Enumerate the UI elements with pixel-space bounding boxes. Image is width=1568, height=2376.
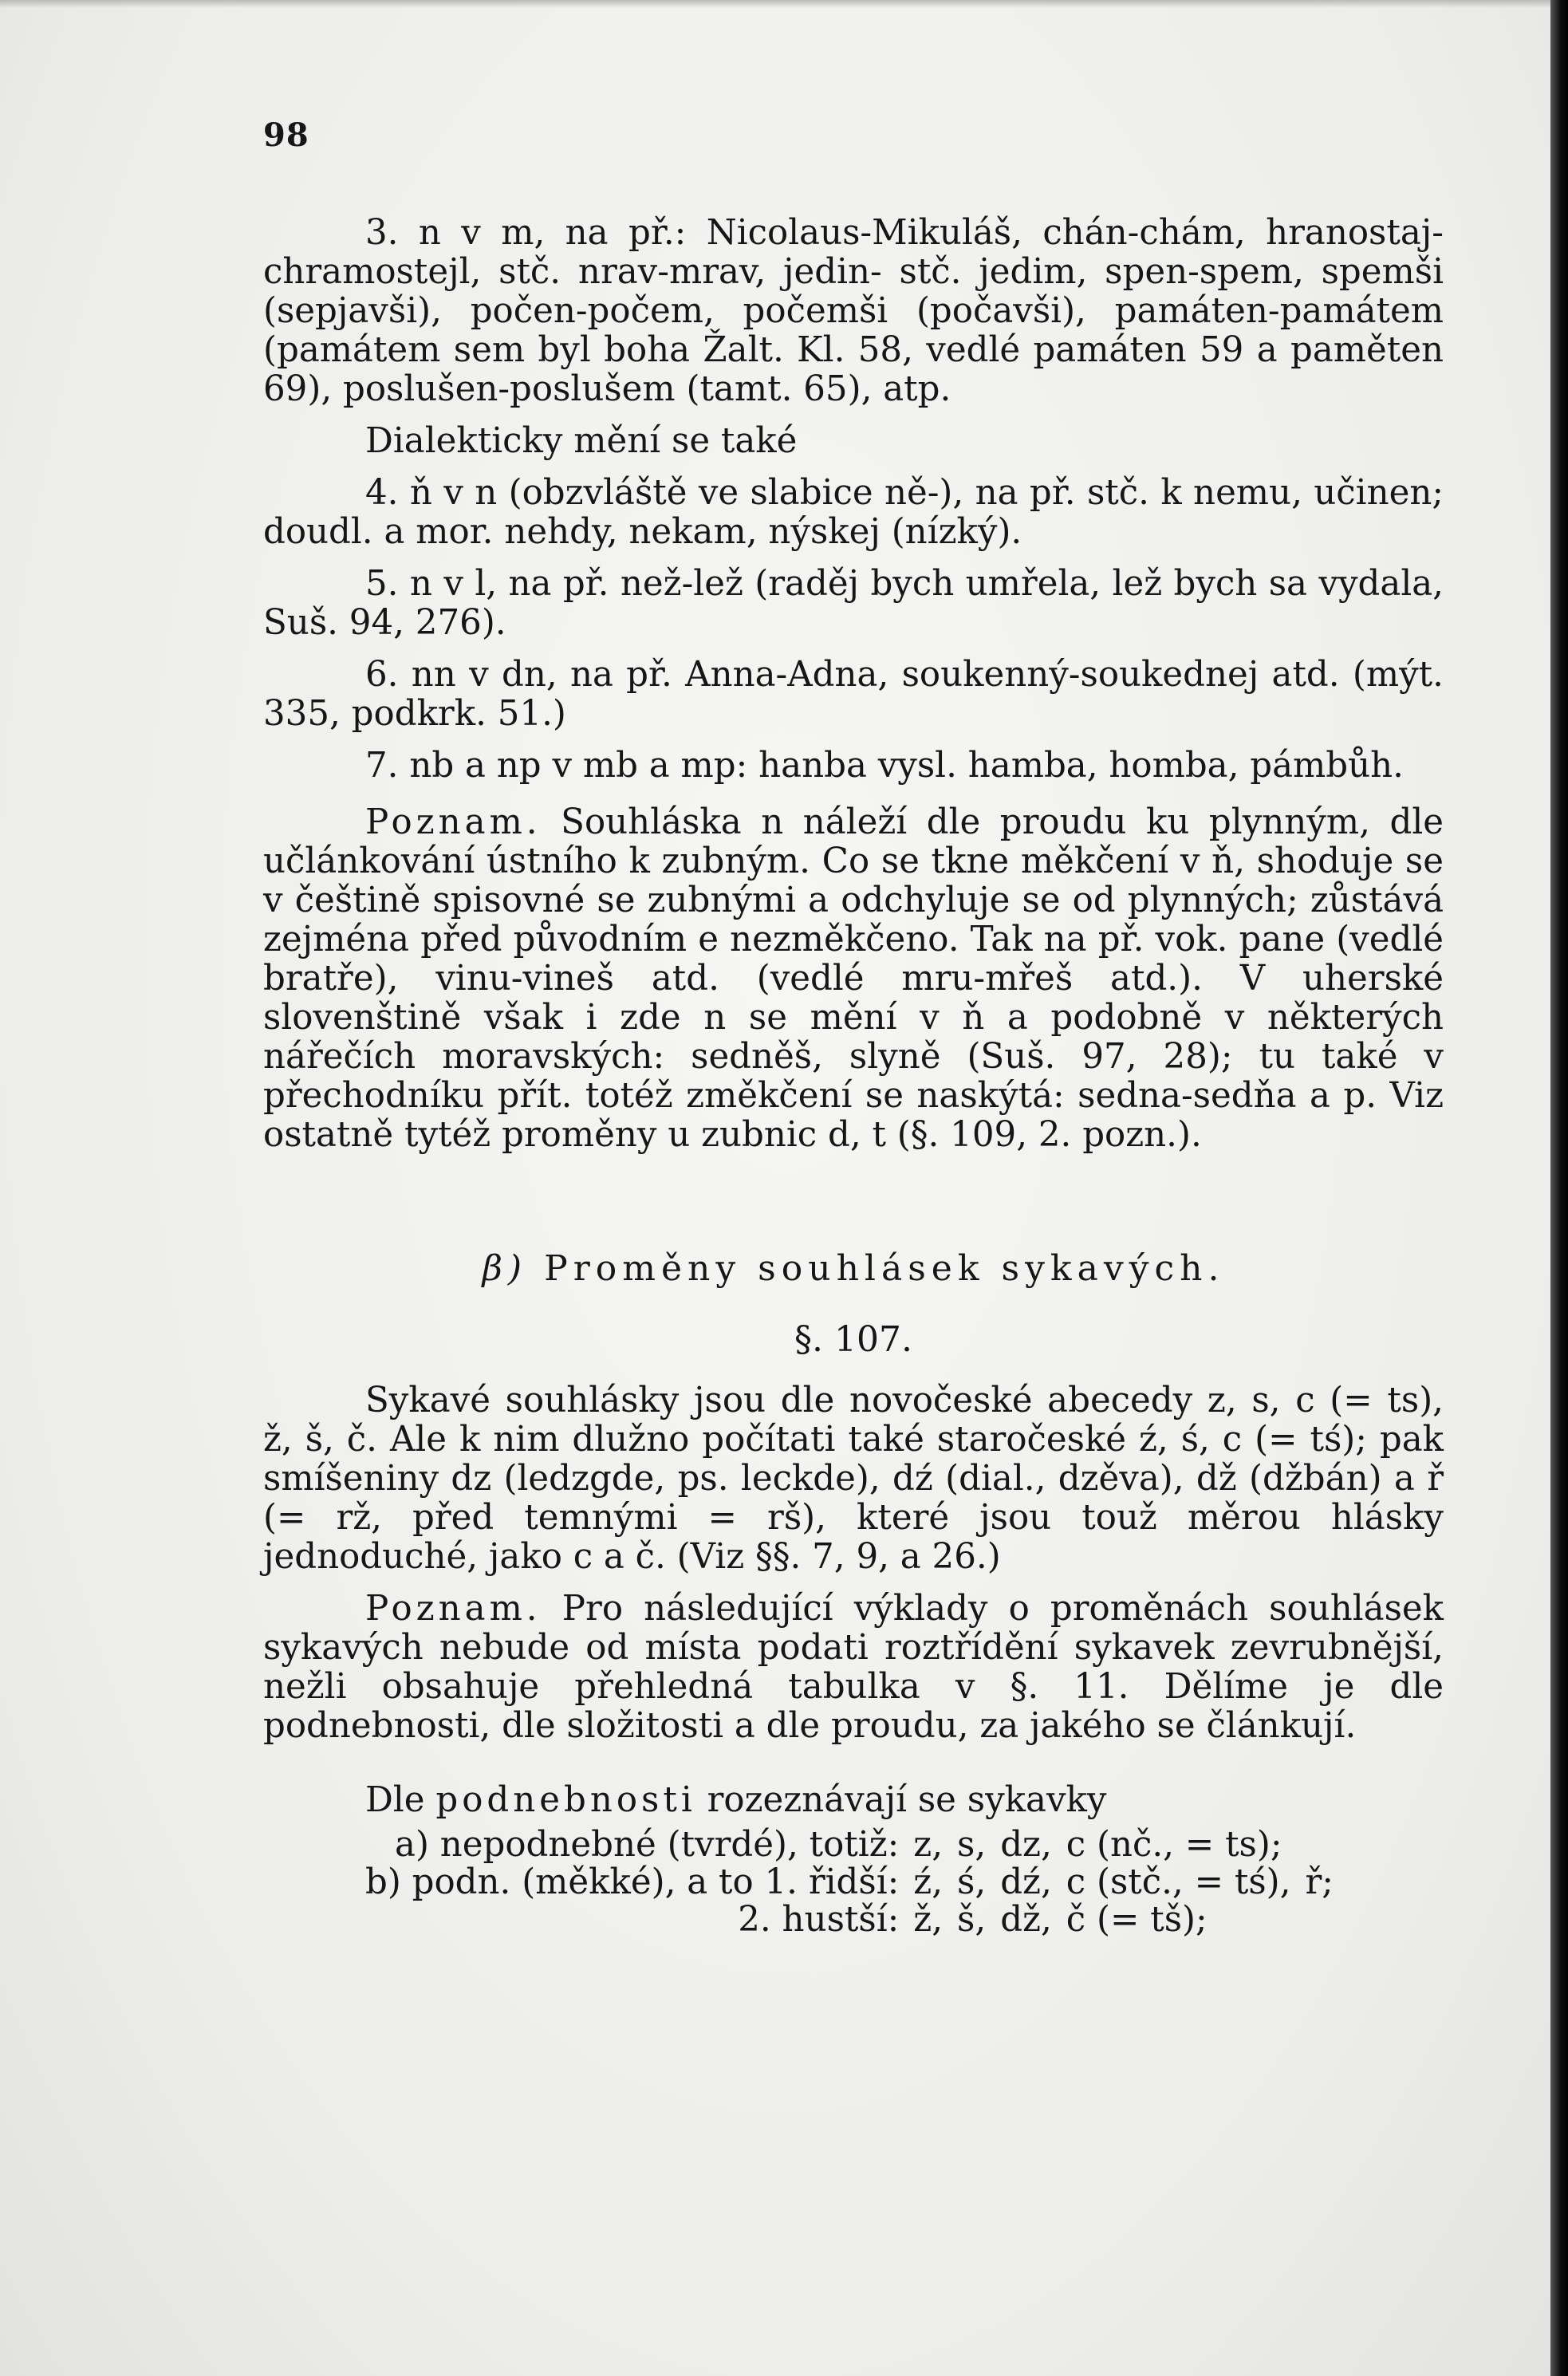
- section-spacer: [263, 1155, 1444, 1249]
- palatality-intro: Dle podnebnosti rozeznávají se sykavky: [365, 1780, 1107, 1820]
- page-number: 98: [263, 116, 309, 154]
- table-row: [365, 1826, 1348, 1864]
- remark-label: Poznam.: [365, 1589, 542, 1629]
- row-label: 2. hustší:: [738, 1900, 900, 1940]
- cell: c (nč., = ts);: [1066, 1825, 1282, 1865]
- heading-marker: β): [482, 1248, 528, 1289]
- cell: z,: [913, 1825, 944, 1865]
- cell: ž,: [913, 1900, 944, 1940]
- cell: ř;: [1305, 1862, 1334, 1902]
- sibilant-table: [365, 1826, 1348, 1939]
- remark-label: Poznam.: [365, 802, 542, 842]
- cell: [1305, 1826, 1347, 1864]
- remark-paragraph-2: [263, 1590, 1444, 1746]
- cell: dź,: [1000, 1862, 1052, 1902]
- cell: s,: [957, 1825, 987, 1865]
- row-label: b) podn. (měkké), a to 1. řidší:: [365, 1862, 900, 1902]
- cell: [1305, 1901, 1347, 1939]
- row-label: a) nepodnebné (tvrdé), totiž:: [395, 1825, 900, 1865]
- remark-paragraph-1: [263, 803, 1444, 1155]
- dialect-intro-paragraph: Dialekticky mění se také: [365, 421, 798, 461]
- sibilants-paragraph: Sykavé souhlásky jsou dle novočeské abecedy z, s, c (= ts), ž, š, č. Ale k nim dlužno počítati také staročeské ź, ś, c (= tś); pak smíšeniny dz (ledzgde, ps. leckde), dź (dial., dzěva), dž (džbán) a ř (= rž, před temnými = rš), které jsou touž měrou hlásky jednoduché, jako c a č. (Viz §§. 7, 9, a 26.): [263, 1381, 1444, 1577]
- item-7-paragraph: 7. nb a np v mb a mp: hanba vysl. hamba, homba, pámbůh.: [365, 746, 1405, 786]
- remark-text: Souhláska n náleží dle proudu ku plynným, dle učlánkování ústního k zubným. Co se tkne měkčení v ň, shoduje se v češtině spisovné se zubnými a odchyluje se od plynných; zůstává zejména před původním e nezměkčeno. Tak na př. vok. pane (vedlé bratře), vinu-vineš atd. (vedlé mru-mřeš atd.). V uherské slovenštině však i zde n se mění v ň a podobně v některých nářečích moravských: sedněš, slyně (Suš. 97, 28); tu také v přechodníku přít. totéž změkčení se naskýtá: sedna-sedňa a p. Viz ostatně tytéž proměny u zubnic d, t (§. 109, 2. pozn.).: [263, 802, 1444, 1155]
- page-right-edge-shadow: [1550, 0, 1568, 2376]
- cell: dž,: [1000, 1900, 1052, 1940]
- item-6-paragraph: 6. nn v dn, na př. Anna-Adna, soukenný-soukednej atd. (mýt. 335, podkrk. 51.): [263, 655, 1444, 734]
- page-body: [263, 214, 1444, 1939]
- item-3-paragraph: 3. n v m, na př.: Nicolaus-Mikuláš, chán-chám, hranostaj-chramostejl, stč. nrav-mrav, jedin- stč. jedim, spen-spem, spemši (sepjavši), počen-počem, počemši (počavši), památen-památem (památem sem byl boha Žalt. Kl. 58, vedlé památen 59 a paměten 69), poslušen-poslušem (tamt. 65), atp.: [263, 213, 1444, 409]
- section-number: §. 107.: [794, 1319, 912, 1360]
- cell: ź,: [913, 1862, 944, 1902]
- remark-text: Pro následující výklady o proměnách souhlásek sykavých nebude od místa podati roztřídění sykavek zevrubnější, nežli obsahuje přehledná tabulka v §. 11. Dělíme je dle podnebnosti, dle složitosti a dle proudu, za jakého se článkují.: [263, 1589, 1444, 1746]
- palatality-term: podnebnosti: [435, 1780, 696, 1820]
- cell: š,: [957, 1900, 987, 1940]
- table-row: [365, 1901, 1348, 1939]
- item-5-paragraph: 5. n v l, na př. než-lež (raděj bych umřela, lež bych sa vydala, Suš. 94, 276).: [263, 564, 1444, 643]
- cell: ś,: [957, 1862, 987, 1902]
- section-heading: [263, 1249, 1444, 1288]
- cell: c (stč., = tś),: [1066, 1862, 1291, 1902]
- cell: dz,: [1000, 1825, 1052, 1865]
- table-row: [365, 1864, 1348, 1901]
- cell: č (= tš);: [1066, 1900, 1208, 1940]
- heading-title: Proměny souhlásek sykavých.: [544, 1248, 1225, 1289]
- item-4-paragraph: 4. ň v n (obzvláště ve slabice ně-), na př. stč. k nemu, učinen; doudl. a mor. nehdy, nekam, nýskej (nízký).: [263, 473, 1444, 552]
- page-top-edge-shadow: [0, 0, 1568, 8]
